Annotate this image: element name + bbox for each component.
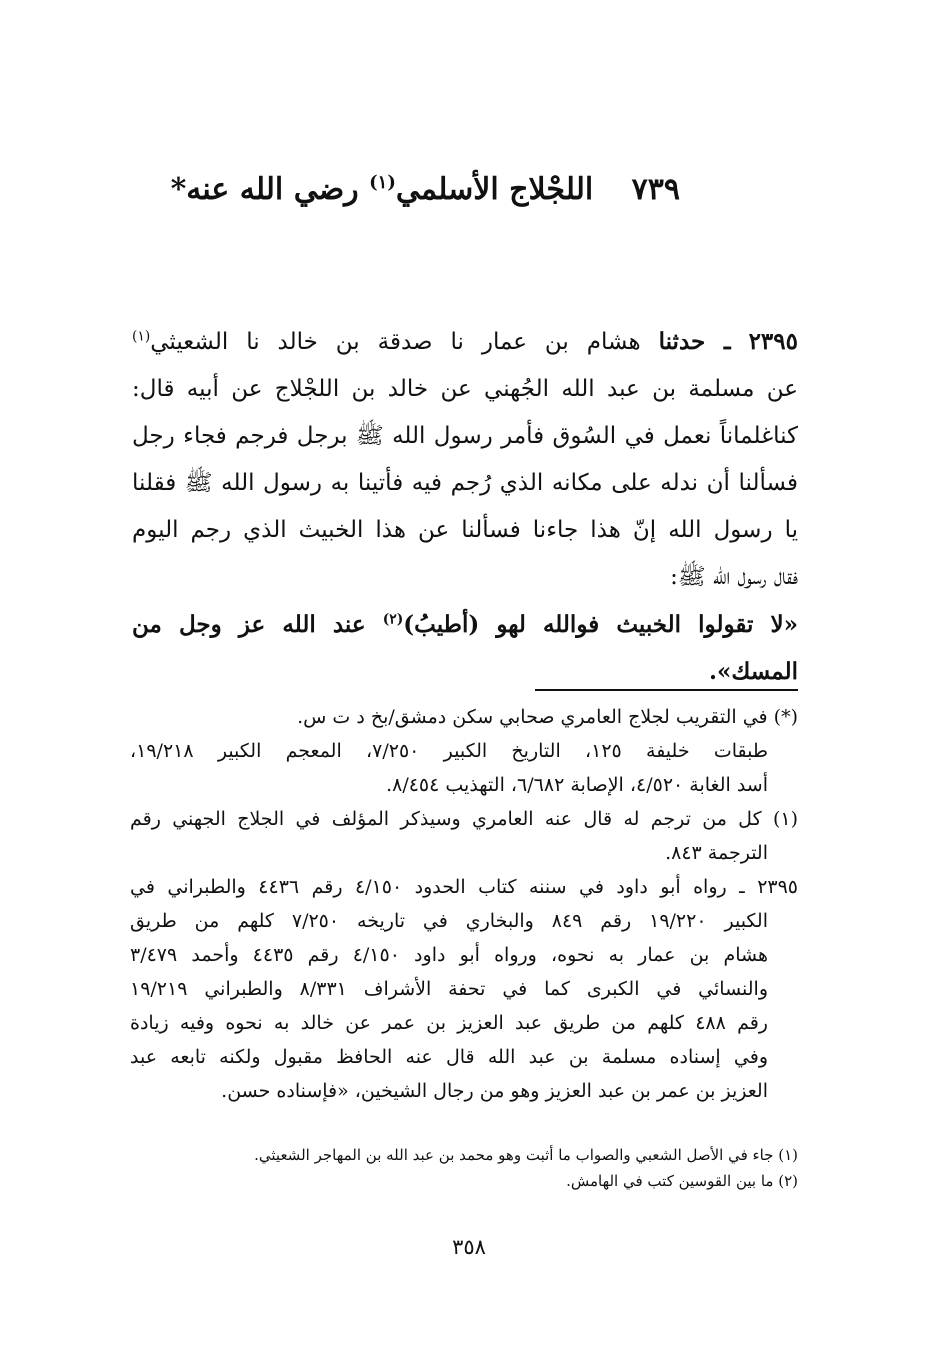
footnote-line: (١) كل من ترجم له قال عنه العامري وسيذكر المؤلف في الجلاج الجهني رقم [130,808,798,830]
text-line: يا رسول الله إنّ هذا جاءنا فسألنا عن هذا الخبيث الذي رجم اليوم [132,517,798,543]
text-line: كناغلماناً نعمل في السُوق فأمر رسول الله ﷺ برجل فرجم فجاء رجل [132,423,798,449]
hadith-number: ٢٣٩٥ [748,328,798,355]
footnote-line: (*) في التقريب لجلاج العامري صحابي سكن دمشق/بخ د ت س. [297,706,798,728]
footnote-line: العزيز بن عمر بن عبد العزيز وهو من رجال الشيخين، «فإسناده حسن. [221,1080,768,1102]
page-number: ٣٥٨ [452,1235,486,1259]
text-line: عن مسلمة بن عبد الله الجُهني عن خالد بن اللجْلاج عن أبيه قال: [132,376,798,402]
text-line: فقال رسول الله ﷺ: [670,564,798,590]
footnote-line: رقم ٤٨٨ كلهم من طريق عبد العزيز بن عمر عن خالد به نحوه وفيه زيادة [130,1012,768,1034]
footnote-line: هشام بن عمار به نحوه، ورواه أبو داود ٤/١٥٠ رقم ٤٤٣٥ وأحمد ٣/٤٧٩ [130,944,769,966]
text-note-line: (١) جاء في الأصل الشعبي والصواب ما أثبت وهو محمد بن عبد الله بن المهاجر الشعيثي. [254,1146,798,1164]
matn-line: المسك». [709,658,798,685]
matn-line [132,601,798,648]
entry-suffix: رضي الله عنه* [170,172,359,207]
footnote-line: والنسائي في الكبرى كما في تحفة الأشراف ٨/٣٣١ والطبراني ١٩/٢١٩ [130,978,768,1000]
footnote-line: الترجمة ٨٤٣. [665,842,768,864]
footnote-marker: (١) [132,328,151,345]
text-note-line: (٢) ما بين القوسين كتب في الهامش. [566,1172,798,1190]
footnote-line: أسد الغابة ٤/٥٢٠، الإصابة ٦/٦٨٢، التهذيب ٨/٤٥٤. [386,774,768,796]
matn-text: «لا تقولوا الخبيث فوالله لهو (أطيبُ) [403,611,798,638]
footnote-line: ٢٣٩٥ ـ رواه أبو داود في سننه كتاب الحدود ٤/١٥٠ رقم ٤٤٣٦ والطبراني في [130,876,799,898]
footnote-line: وفي إسناده مسلمة بن عبد الله قال عنه الحافظ مقبول ولكنه تابعه عبد [130,1046,768,1068]
footnote-divider [535,689,798,691]
matn-text: عند الله عز وجل من [132,611,366,638]
entry-name: اللجْلاج الأسلمي [395,172,594,207]
text-notes [130,1142,798,1194]
footnote-line: طبقات خليفة ١٢٥، التاريخ الكبير ٧/٢٥٠، المعجم الكبير ١٩/٢١٨، [130,740,768,762]
entry-title [120,168,680,212]
footnote-marker: (١) [369,172,396,193]
footnote-line: الكبير ١٩/٢٢٠ رقم ٨٤٩ والبخاري في تاريخه ٧/٢٥٠ كلهم من طريق [130,910,768,932]
footnote-marker: (٢) [382,611,404,628]
isnad-text: هشام بن عمار نا صدقة بن خالد نا الشعيثي [150,329,641,355]
footnotes [130,700,798,1108]
entry-number: ٧٣٩ [631,172,680,207]
hadith-label: ـ حدثنا [658,328,731,355]
hadith-text [132,318,798,695]
text-line [132,318,798,366]
text-line: فسألنا أن ندله على مكانه الذي رُجم فيه فأتينا به رسول الله ﷺ فقلنا [132,470,798,496]
